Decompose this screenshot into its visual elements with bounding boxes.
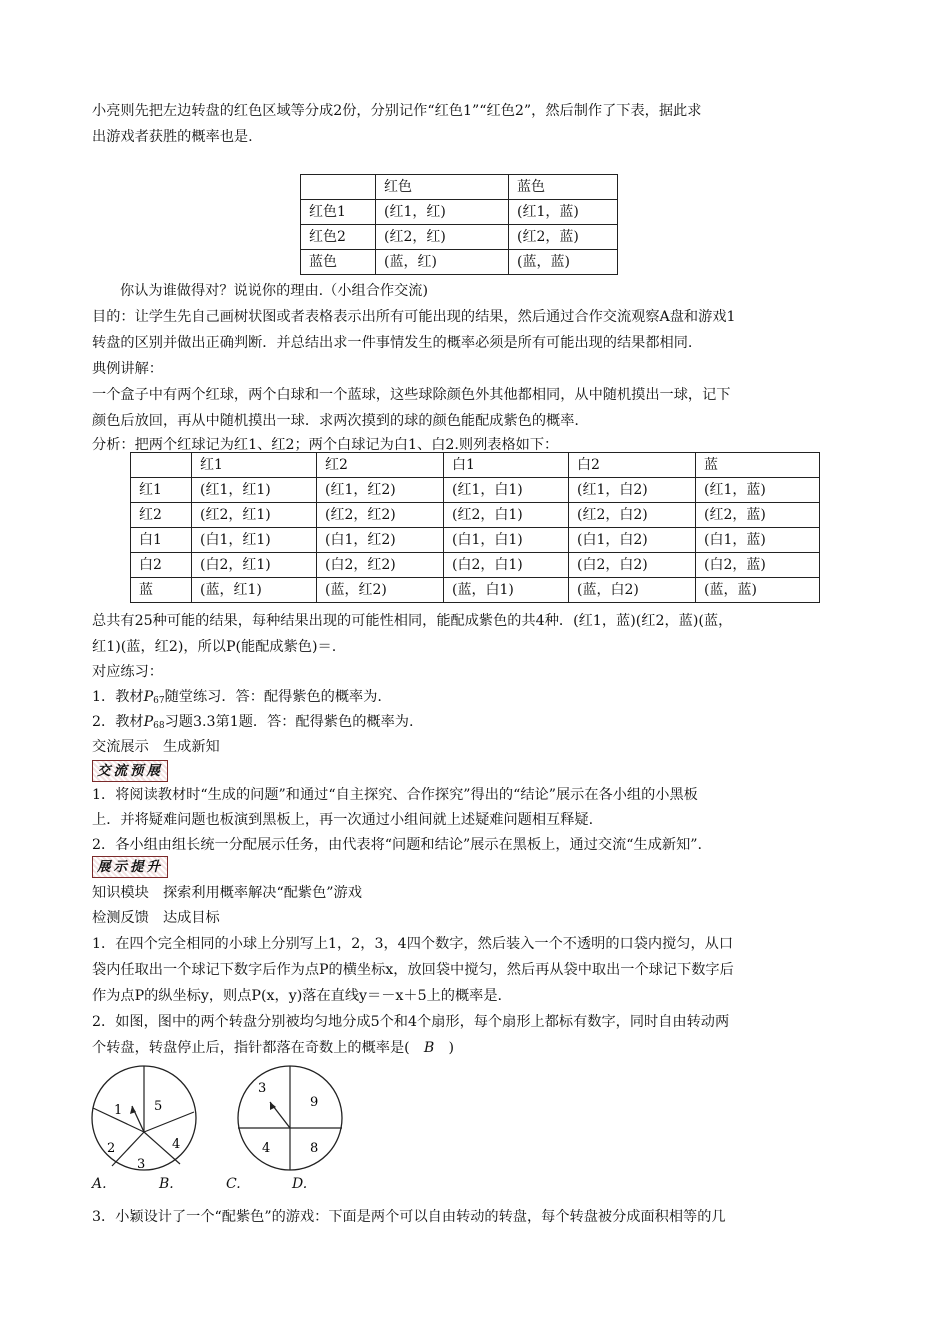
table-cell: (红2，白1) [444,503,569,528]
sector-number: 4 [262,1141,271,1156]
sector-number: 4 [172,1137,181,1152]
table-cell: 红1 [131,478,192,503]
table-cell: 蓝 [696,453,820,478]
paragraph: 1．在四个完全相同的小球上分别写上1，2，3，4四个数字，然后装入一个不透明的口袋内搅匀，从口 [92,936,734,952]
table-cell: 红色1 [301,200,376,225]
table-cell: (红2，红2) [317,503,444,528]
paragraph: 一个盒子中有两个红球，两个白球和一个蓝球，这些球除颜色外其他都相同，从中随机摸出一球，记下 [92,387,731,403]
table-cell: (红1，红1) [192,478,317,503]
sector-number: 3 [258,1081,267,1096]
table-cell: (红1，蓝) [696,478,820,503]
table-row [131,453,820,478]
section-tag: 展示提升 [92,856,168,878]
exercise-item: 2．教材$P_{68}$习题3.3第1题．答：配得紫色的概率为. [92,714,414,731]
table-cell: (白2，白2) [569,553,696,578]
paragraph: 作为点P的纵坐标y，则点P(x，y)落在直线y＝－x＋5上的概率是. [92,988,503,1004]
paragraph: 上．并将疑难问题也板演到黑板上，再一次通过小组间就上述疑难问题相互释疑. [92,812,594,828]
sector-number: 5 [154,1099,163,1114]
table-cell: (红1，红) [376,200,509,225]
table-cell: 白2 [131,553,192,578]
option-c: C. [226,1176,241,1192]
table-cell: (白2，红1) [192,553,317,578]
answer-letter: B [423,1040,435,1056]
table-cell: (蓝，白1) [444,578,569,603]
paragraph: 总共有25种可能的结果，每种结果出现的可能性相同，能配成紫色的共4种．(红1，蓝)(红2，蓝)(蓝， [92,613,733,629]
paragraph: 2．各小组由组长统一分配展示任务，由代表将“问题和结论”展示在黑板上，通过交流“生成新知”. [92,837,703,853]
table-cell: (白1，蓝) [696,528,820,553]
sector-number: 2 [107,1141,116,1156]
option-a: A. [92,1176,107,1192]
table-row [131,578,820,603]
paragraph: 红1)(蓝，红2)，所以P(能配成紫色)＝. [92,639,337,655]
table-cell: 白1 [444,453,569,478]
table-cell: (红2，红) [376,225,509,250]
table-cell: (红2，蓝) [696,503,820,528]
table-cell: (蓝，蓝) [509,250,618,275]
table-cell: 红2 [131,503,192,528]
section-label: 典例讲解： [92,361,163,377]
table-cell: (白1，红1) [192,528,317,553]
table-cell: (红2，蓝) [509,225,618,250]
table-row [301,200,618,225]
paragraph: 分析：把两个红球记为红1、红2；两个白球记为白1、白2.则列表格如下： [92,437,559,453]
paragraph: 出游戏者获胜的概率也是. [92,129,253,145]
spinner-wheel-four-sectors [234,1062,346,1174]
table-cell: (白1，白2) [569,528,696,553]
paragraph: 1．将阅读教材时“生成的问题”和通过“自主探究、合作探究”得出的“结论”展示在各小组的小黑板 [92,787,698,803]
table-row [131,478,820,503]
table-cell: (白1，白1) [444,528,569,553]
paragraph: 目的：让学生先自己画树状图或者表格表示出所有可能出现的结果，然后通过合作交流观察A盘和游戏1 [92,309,736,325]
table-cell: 红2 [317,453,444,478]
table-row [301,225,618,250]
sector-number: 1 [114,1103,123,1118]
paragraph: 3．小颖设计了一个“配紫色”的游戏：下面是两个可以自由转动的转盘，每个转盘被分成面积相等的几 [92,1209,726,1225]
table-cell: 蓝 [131,578,192,603]
table-cell: (红1，红2) [317,478,444,503]
section-label: 对应练习： [92,664,163,680]
section-heading: 知识模块 探索利用概率解决“配紫色”游戏 [92,885,362,901]
table-cell: (白2，白1) [444,553,569,578]
paragraph: 个转盘，转盘停止后，指针都落在奇数上的概率是( B ) [92,1040,455,1056]
paragraph: 袋内任取出一个球记下数字后作为点P的横坐标x，放回袋中搅匀，然后再从袋中取出一个球记下数字后 [92,962,734,978]
sector-number: 9 [310,1095,319,1110]
table-cell: (白2，蓝) [696,553,820,578]
sector-number: 8 [310,1141,319,1156]
table-cell: 蓝色 [301,250,376,275]
table-cell: 白1 [131,528,192,553]
spinner-wheel-five-sectors [88,1062,200,1174]
table-cell: (蓝，蓝) [696,578,820,603]
paragraph: 转盘的区别并做出正确判断．并总结出求一件事情发生的概率必须是所有可能出现的结果都相同. [92,335,693,351]
table-cell: 白2 [569,453,696,478]
section-heading: 检测反馈 达成目标 [92,910,220,926]
option-b: B. [159,1176,174,1192]
table-cell: (红1，蓝) [509,200,618,225]
paragraph: 颜色后放回，再从中随机摸出一球．求两次摸到的球的颜色能配成紫色的概率. [92,413,579,429]
table-ball-combos [130,452,820,603]
table-row [131,553,820,578]
table-cell: (红1，白1) [444,478,569,503]
table-cell: (红1，白2) [569,478,696,503]
table-color-combos [300,174,618,275]
option-d: D. [292,1176,308,1192]
exercise-item: 1．教材$P_{67}$随堂练习．答：配得紫色的概率为. [92,689,382,706]
section-heading: 交流展示 生成新知 [92,739,220,755]
table-cell: (白1，红2) [317,528,444,553]
table-row [131,503,820,528]
table-cell [301,175,376,200]
table-cell: 红色 [376,175,509,200]
table-row [301,250,618,275]
paragraph: 小亮则先把左边转盘的红色区域等分成2份，分别记作“红色1”“红色2”，然后制作了下表，据此求 [92,103,702,119]
table-cell: 红色2 [301,225,376,250]
table-row [131,528,820,553]
paragraph: 你认为谁做得对？说说你的理由.（小组合作交流) [120,283,428,299]
table-cell: (蓝，白2) [569,578,696,603]
table-cell: (蓝，红2) [317,578,444,603]
table-cell [131,453,192,478]
table-cell: (蓝，红1) [192,578,317,603]
table-cell: 蓝色 [509,175,618,200]
paragraph: 2．如图，图中的两个转盘分别被均匀地分成5个和4个扇形，每个扇形上都标有数字，同时自由转动两 [92,1014,730,1030]
table-cell: (蓝，红) [376,250,509,275]
sector-number: 3 [137,1157,146,1172]
table-cell: (白2，红2) [317,553,444,578]
section-tag: 交流预展 [92,760,168,782]
table-row [301,175,618,200]
table-cell: 红1 [192,453,317,478]
table-cell: (红2，白2) [569,503,696,528]
table-cell: (红2，红1) [192,503,317,528]
